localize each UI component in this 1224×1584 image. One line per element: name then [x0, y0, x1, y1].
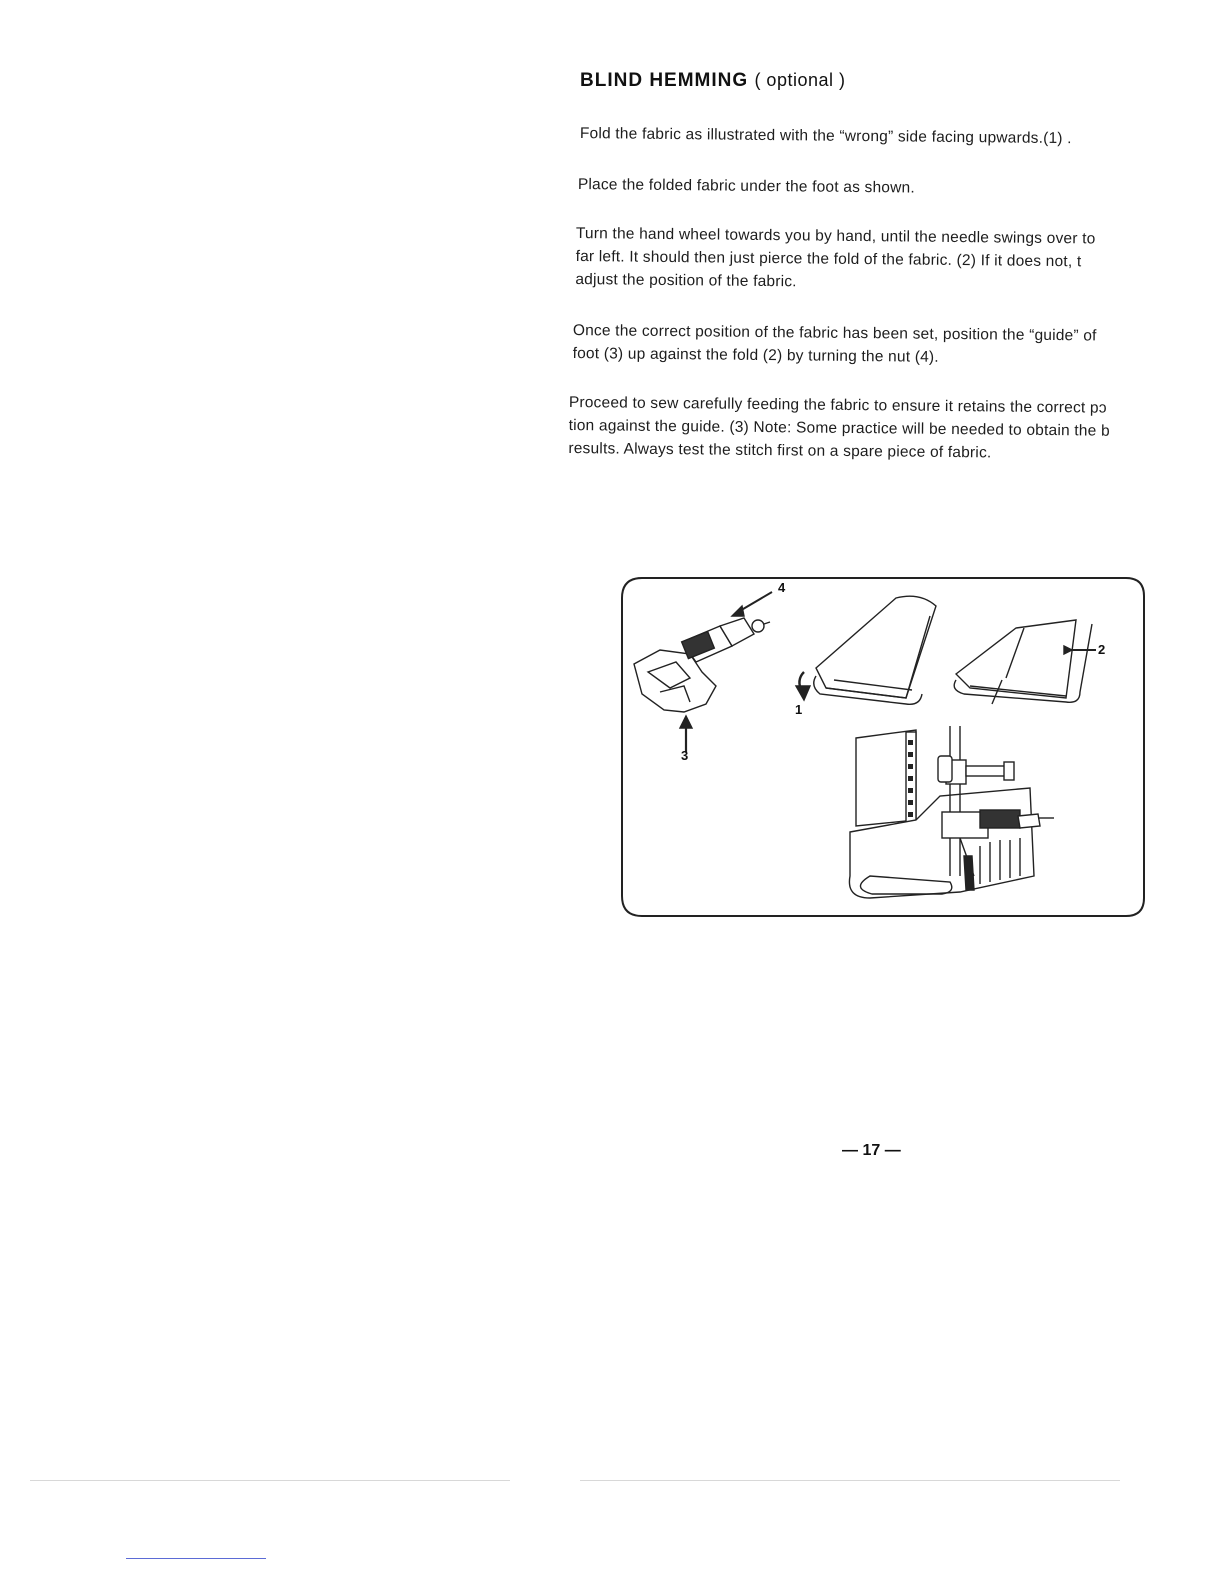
text-line: tion against the guide. (3) Note: Some practice will be needed to obtain the b — [568, 416, 1110, 440]
scan-artifact-rule — [126, 1558, 266, 1559]
section-title — [580, 70, 845, 92]
text-line: Fold the fabric as illustrated with the “wrong” side facing upwards.(1) . — [579, 124, 1072, 148]
fold-guide-drawing — [954, 620, 1096, 704]
blind-hem-illustration — [620, 576, 1146, 920]
instruction-turn-hand-wheel — [575, 222, 1196, 297]
text-line: adjust the position of the fabric. — [575, 270, 797, 291]
instruction-position-guide — [573, 319, 1193, 371]
text-line: results. Always test the stitch first on a spare piece of fabric. — [568, 439, 992, 462]
text-line: Turn the hand wheel towards you by hand, until the needle swings over to — [575, 224, 1096, 248]
instruction-proceed-sewing — [568, 391, 1199, 467]
text-line: Proceed to sew carefully feeding the fabric to ensure it retains the correct pɔ — [568, 393, 1107, 417]
section-title-main: BLIND HEMMING — [580, 70, 749, 91]
text-line: Once the correct position of the fabric has been set, position the “guide” of — [572, 321, 1097, 345]
text-line: Place the folded fabric under the foot as shown. — [577, 175, 915, 197]
callout-fabric-1: 1 — [795, 702, 803, 717]
page-number: — 17 — — [842, 1142, 901, 1159]
instruction-fold-fabric — [580, 122, 1220, 152]
text-line: far left. It should then just pierce the fold of the fabric. (2) If it does not, t — [575, 247, 1082, 271]
callout-fold-2: 2 — [1098, 642, 1106, 657]
scan-artifact-line — [30, 1480, 510, 1481]
callout-nut-4: 4 — [778, 580, 786, 595]
section-title-suffix: ( optional ) — [754, 70, 846, 90]
scan-artifact-line — [580, 1480, 1120, 1481]
text-line: foot (3) up against the fold (2) by turning the nut (4). — [572, 344, 939, 366]
callout-guide-3: 3 — [681, 748, 689, 763]
illustration-drawing — [620, 576, 1146, 920]
presser-foot-drawing — [634, 592, 772, 752]
needle-assembly-drawing — [849, 726, 1054, 898]
folded-fabric-drawing — [796, 596, 936, 704]
instruction-place-fabric — [578, 173, 1218, 203]
